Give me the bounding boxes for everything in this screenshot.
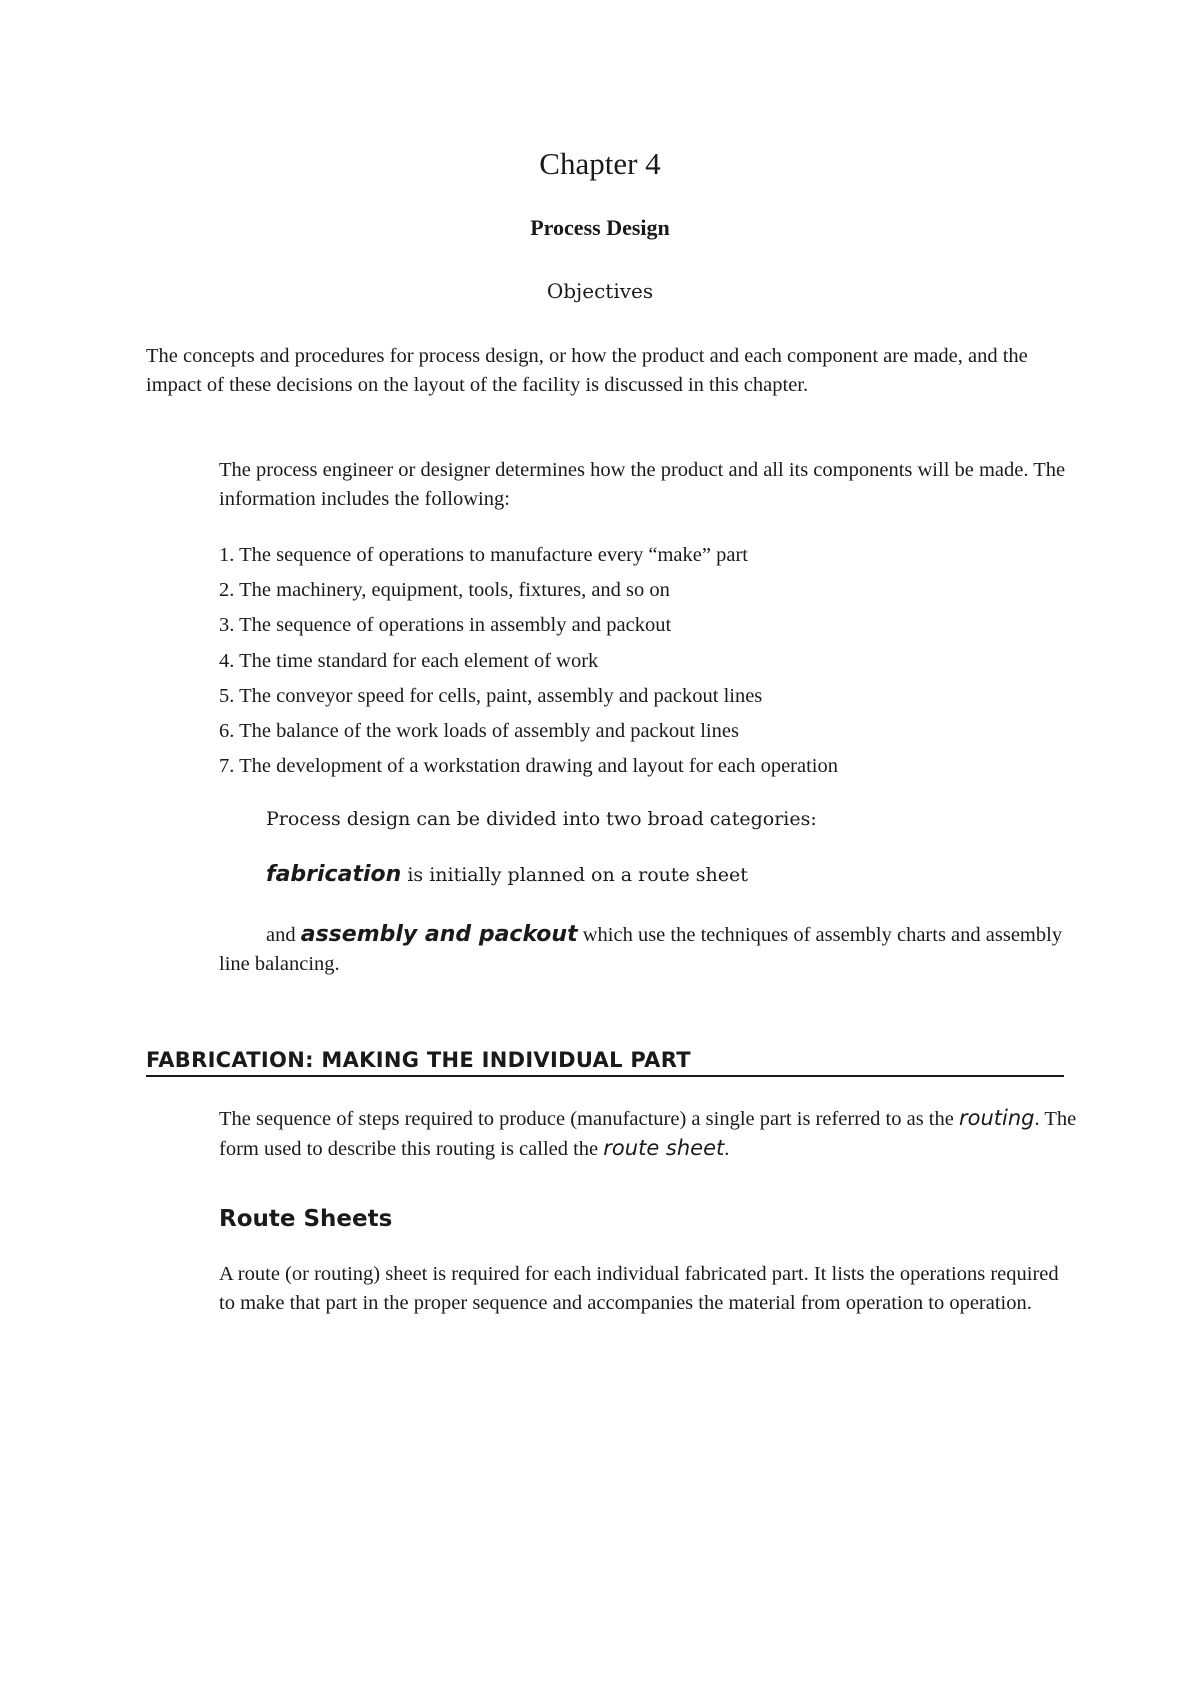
list-item: 3. The sequence of operations in assembly and packout bbox=[219, 614, 672, 637]
list-item: 6. The balance of the work loads of assembly and packout lines bbox=[219, 720, 739, 743]
list-item: 4. The time standard for each element of work bbox=[219, 649, 599, 672]
route-sheets-heading: Route Sheets bbox=[219, 1206, 393, 1232]
fabrication-category bbox=[266, 860, 1066, 890]
routing-paragraph bbox=[219, 1104, 1079, 1163]
fabrication-term: fabrication bbox=[266, 862, 402, 887]
routing-text-part2: . The form used to describe this routing is called the bbox=[219, 1108, 1077, 1160]
assembly-term: assembly and packout bbox=[300, 922, 578, 947]
assembly-lead: and bbox=[266, 924, 301, 946]
routing-term: routing bbox=[958, 1106, 1035, 1130]
list-item: 5. The conveyor speed for cells, paint, assembly and packout lines bbox=[219, 684, 763, 707]
list-item: 2. The machinery, equipment, tools, fixtures, and so on bbox=[219, 579, 670, 602]
routing-text-part3: . bbox=[724, 1137, 730, 1160]
intro-paragraph: The concepts and procedures for process design, or how the product and each component are made, and the impact of these decisions on the layout of the facility is discussed in this chapter. bbox=[146, 345, 1028, 396]
list-item: 1. The sequence of operations to manufacture every “make” part bbox=[219, 544, 748, 566]
route-sheet-term: route sheet bbox=[603, 1135, 725, 1160]
info-paragraph: The process engineer or designer determines how the product and all its components will be made. The information includes the following: bbox=[219, 459, 1066, 510]
categories-intro: Process design can be divided into two broad categories: bbox=[266, 808, 817, 830]
route-sheets-paragraph: A route (or routing) sheet is required for each individual fabricated part. It lists the operations required to make that part in the proper sequence and accompanies the material from operation to operation. bbox=[219, 1263, 1059, 1314]
section-title: Process Design bbox=[530, 215, 670, 240]
fabrication-heading: FABRICATION: MAKING THE INDIVIDUAL PART bbox=[146, 1046, 1064, 1077]
objectives-label: Objectives bbox=[546, 279, 654, 303]
assembly-description: which use the techniques of assembly charts and assembly line balancing. bbox=[219, 924, 1063, 975]
chapter-title: Chapter 4 bbox=[539, 146, 661, 181]
assembly-category bbox=[219, 920, 1079, 979]
info-list bbox=[219, 538, 1079, 784]
routing-text-part1: The sequence of steps required to produce (manufacture) a single part is referred to as the bbox=[219, 1108, 959, 1130]
list-item: 7. The development of a workstation drawing and layout for each operation bbox=[219, 755, 838, 778]
fabrication-description: is initially planned on a route sheet bbox=[401, 864, 748, 886]
